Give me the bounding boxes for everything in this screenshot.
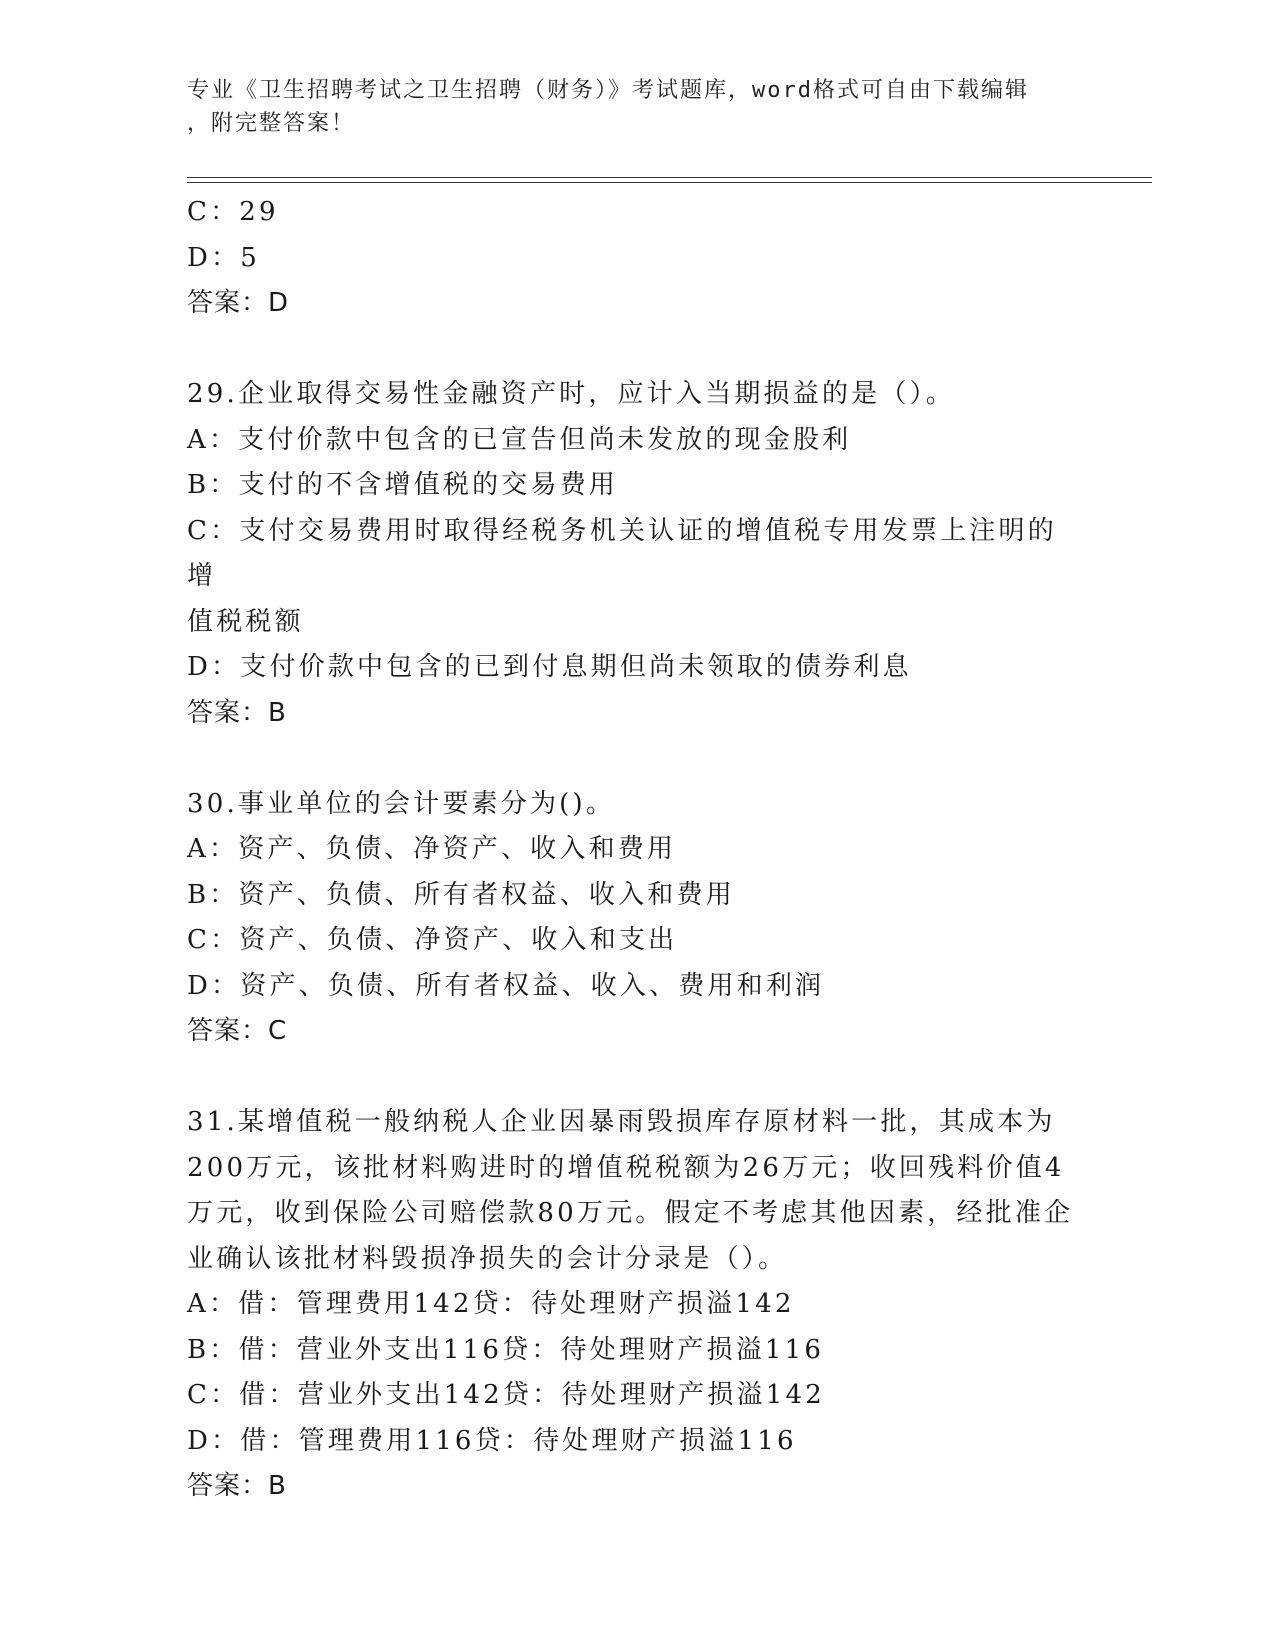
spacer bbox=[187, 327, 1077, 373]
option-a: A：借：管理费用142贷：待处理财产损溢142 bbox=[187, 1289, 795, 1319]
spacer bbox=[187, 1055, 1077, 1101]
option-b: B：资产、负债、所有者权益、收入和费用 bbox=[187, 879, 735, 910]
option-c: C：29 bbox=[187, 197, 279, 227]
option-d: D：支付价款中包含的已到付息期但尚未领取的债券利息 bbox=[187, 652, 912, 682]
page-header bbox=[187, 74, 1087, 140]
question-stem-line-3: 万元，收到保险公司赔偿款80万元。假定不考虑其他因素，经批准企 bbox=[187, 1198, 1074, 1228]
answer: 答案：B bbox=[187, 1471, 287, 1501]
option-d: D：5 bbox=[187, 242, 260, 273]
option-b: B：借：营业外支出116贷：待处理财产损溢116 bbox=[187, 1334, 825, 1365]
question-stem: 29.企业取得交易性金融资产时，应计入当期损益的是（）。 bbox=[187, 379, 955, 409]
option-c: C：资产、负债、净资产、收入和支出 bbox=[187, 925, 678, 955]
option-a: A：资产、负债、净资产、收入和费用 bbox=[187, 834, 677, 864]
spacer bbox=[187, 736, 1077, 782]
question-31 bbox=[187, 1100, 1077, 1510]
header-line-2: ，附完整答案！ bbox=[187, 111, 356, 136]
answer: 答案：D bbox=[187, 288, 290, 318]
answer: 答案：B bbox=[187, 697, 287, 728]
answer: 答案：C bbox=[187, 1016, 288, 1046]
question-stem-line-2: 200万元，该批材料购进时的增值税税额为26万元；收回残料价值4 bbox=[187, 1152, 1065, 1183]
option-d: D：借：管理费用116贷：待处理财产损溢116 bbox=[187, 1425, 797, 1456]
question-stem-line-1: 31.某增值税一般纳税人企业因暴雨毁损库存原材料一批，其成本为 bbox=[187, 1107, 1056, 1137]
header-rule-bottom bbox=[187, 182, 1152, 183]
question-stem: 30.事业单位的会计要素分为()。 bbox=[187, 788, 616, 819]
document-body bbox=[187, 190, 1077, 1510]
option-b: B：支付的不含增值税的交易费用 bbox=[187, 470, 619, 500]
option-c-continued: 值税税额 bbox=[187, 606, 304, 637]
option-a: A：支付价款中包含的已宣告但尚未发放的现金股利 bbox=[187, 424, 852, 455]
option-c: C：支付交易费用时取得经税务机关认证的增值税专用发票上注明的增 bbox=[187, 515, 1057, 591]
option-d: D：资产、负债、所有者权益、收入、费用和利润 bbox=[187, 970, 825, 1001]
header-rule-top bbox=[187, 177, 1152, 178]
option-c: C：借：营业外支出142贷：待处理财产损溢142 bbox=[187, 1380, 825, 1410]
header-line-1: 专业《卫生招聘考试之卫生招聘（财务）》考试题库，word格式可自由下载编辑 bbox=[187, 78, 1029, 103]
previous-question-tail bbox=[187, 190, 1077, 327]
question-29 bbox=[187, 372, 1077, 736]
question-30 bbox=[187, 782, 1077, 1055]
question-stem-line-4: 业确认该批材料毁损净损失的会计分录是（）。 bbox=[187, 1243, 788, 1274]
